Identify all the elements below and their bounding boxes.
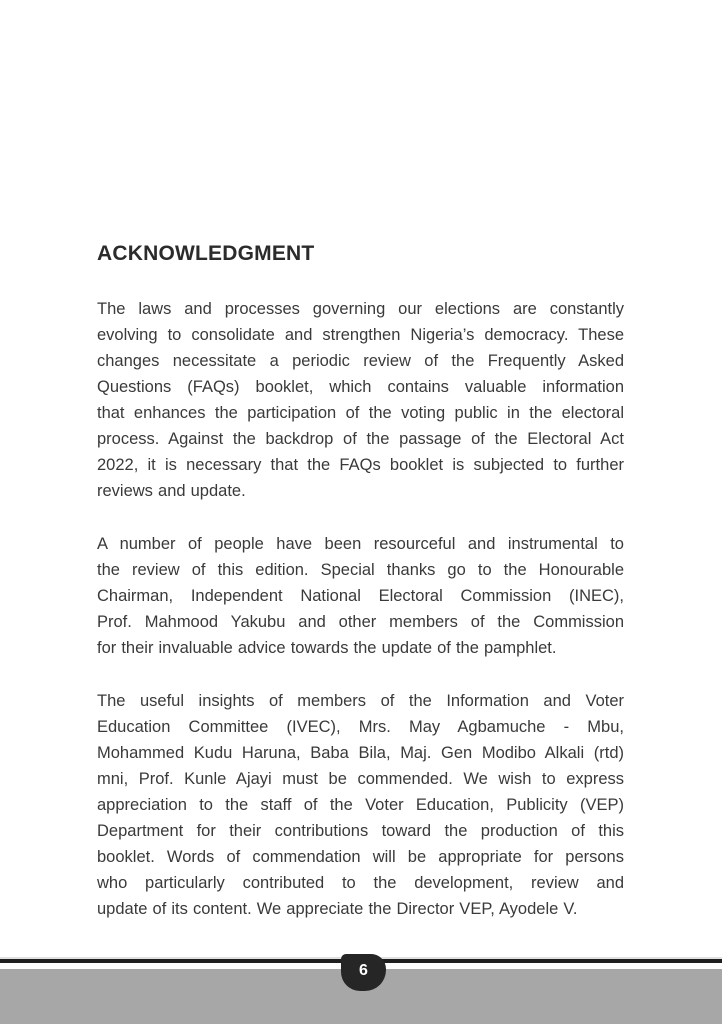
paragraph <box>97 531 624 661</box>
text-line: mni, Prof. Kunle Ajayi must be commended. We wish to express <box>97 770 624 788</box>
text-line: Questions (FAQs) booklet, which contains valuable information <box>97 378 624 396</box>
text-line: appreciation to the staff of the Voter Education, Publicity (VEP) <box>97 796 624 814</box>
text-line: that enhances the participation of the voting public in the electoral <box>97 404 624 422</box>
text-line: Prof. Mahmood Yakubu and other members of the Commission <box>97 613 624 631</box>
text-line: reviews and update. <box>97 482 246 500</box>
text-line: Mohammed Kudu Haruna, Baba Bila, Maj. Gen Modibo Alkali (rtd) <box>97 744 624 762</box>
text-line: Education Committee (IVEC), Mrs. May Agbamuche - Mbu, <box>97 718 624 736</box>
text-line: changes necessitate a periodic review of the Frequently Asked <box>97 352 624 370</box>
text-line: 2022, it is necessary that the FAQs booklet is subjected to further <box>97 456 624 474</box>
text-line: The useful insights of members of the Information and Voter <box>97 692 624 710</box>
paragraph <box>97 688 624 922</box>
text-line: A number of people have been resourceful and instrumental to <box>97 535 624 553</box>
text-line: Chairman, Independent National Electoral Commission (INEC), <box>97 587 624 605</box>
paragraph <box>97 296 624 504</box>
page-content <box>97 0 624 922</box>
body-text <box>97 296 624 922</box>
text-line: process. Against the backdrop of the passage of the Electoral Act <box>97 430 624 448</box>
text-line: for their invaluable advice towards the update of the pamphlet. <box>97 639 557 657</box>
page-title: ACKNOWLEDGMENT <box>97 242 315 265</box>
text-line: booklet. Words of commendation will be appropriate for persons <box>97 848 624 866</box>
text-line: the review of this edition. Special thanks go to the Honourable <box>97 561 624 579</box>
text-line: evolving to consolidate and strengthen Nigeria’s democracy. These <box>97 326 624 344</box>
text-line: Department for their contributions toward the production of this <box>97 822 624 840</box>
text-line: The laws and processes governing our elections are constantly <box>97 300 624 318</box>
text-line: update of its content. We appreciate the Director VEP, Ayodele V. <box>97 900 578 918</box>
text-line: who particularly contributed to the development, review and <box>97 874 624 892</box>
page-number: 6 <box>359 961 368 979</box>
